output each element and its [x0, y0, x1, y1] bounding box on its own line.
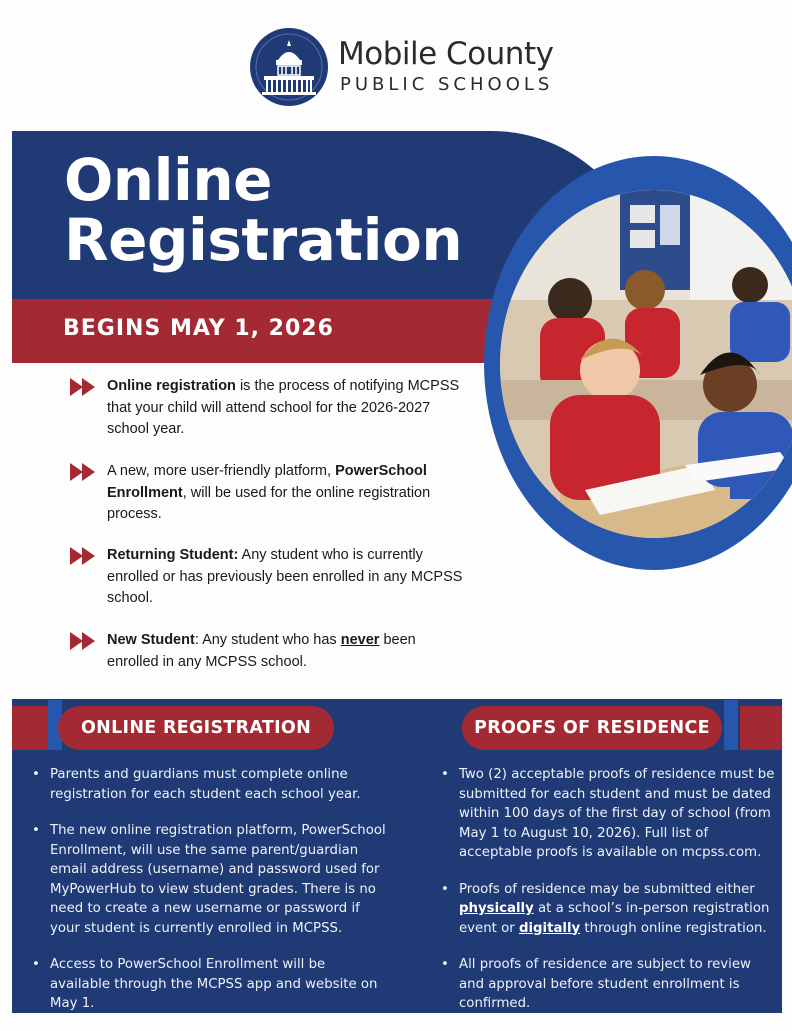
point-4-underline: never [340, 632, 380, 648]
proofs-b2-mid: at a school’s in-person registration event or [459, 901, 770, 936]
title-line-1: Online [64, 146, 272, 214]
proofs-b2-post: through online registration. [580, 920, 767, 936]
point-2-pre: A new, more user-friendly platform, [107, 463, 336, 479]
left-red-cap [12, 706, 52, 750]
list-item: • Two (2) acceptable proofs of residence must be submitted for each student and must be dated within 100 days of the first day of school (from May 1 to August 10, 2026). Full list of acceptable proofs is available on mcpss.com. [437, 765, 777, 863]
title-line-2: Registration [64, 206, 463, 274]
double-arrow-icon [70, 632, 98, 650]
list-item: • Access to PowerSchool Enrollment will be available through the MCPSS app and website on May 1. [28, 955, 386, 1014]
point-2-bold: PowerSchool Enrollment [107, 463, 427, 501]
double-arrow-icon [70, 547, 98, 565]
logo-subtitle: PUBLIC SCHOOLS [340, 74, 554, 95]
right-blue-tab [724, 700, 738, 750]
school-logo [250, 28, 554, 108]
list-item [437, 880, 777, 939]
point-1-lead: Online registration [107, 378, 236, 394]
point-3-lead: Returning Student: [107, 547, 239, 563]
proofs-heading: PROOFS OF RESIDENCE [462, 706, 722, 750]
classroom-photo [500, 190, 792, 538]
point-2-post: , will be used for the online registration process. [107, 484, 431, 522]
online-registration-heading: ONLINE REGISTRATION [58, 706, 334, 750]
point-3-text: Any student who is currently enrolled or has previously been enrolled in any MCPSS school. [107, 547, 463, 606]
point-4-post: been enrolled in any MCPSS school. [107, 632, 416, 670]
begins-date: BEGINS MAY 1, 2026 [63, 316, 334, 341]
proofs-list [437, 765, 777, 1031]
online-registration-list [28, 765, 386, 1031]
double-arrow-icon [70, 463, 98, 481]
list-item: • All proofs of residence are subject to review and approval before student enrollment is confirmed. [437, 955, 777, 1014]
right-red-cap [740, 706, 782, 750]
point-4-mid: : Any student who has [194, 632, 341, 648]
list-item: • Parents and guardians must complete online registration for each student each school year. [28, 765, 386, 804]
page-title [64, 146, 463, 274]
proofs-b2-digitally: digitally [518, 920, 581, 936]
double-arrow-icon [70, 378, 98, 396]
list-item: • The new online registration platform, PowerSchool Enrollment, will use the same parent/guardian email address (username) and password used for MyPowerHub to view student grades. There is no need to create a new username or password if your student is currently enrolled in MCPSS. [28, 821, 386, 938]
logo-name: Mobile County [338, 36, 554, 72]
proofs-b2-physically: physically [459, 901, 534, 916]
point-4-lead: New Student [107, 632, 195, 648]
proofs-b2-pre: Proofs of residence may be submitted either [459, 881, 755, 897]
capitol-seal-icon [250, 28, 328, 106]
point-1-text: is the process of notifying MCPSS that your child will attend school for the 2026-2027 school year. [107, 378, 460, 437]
